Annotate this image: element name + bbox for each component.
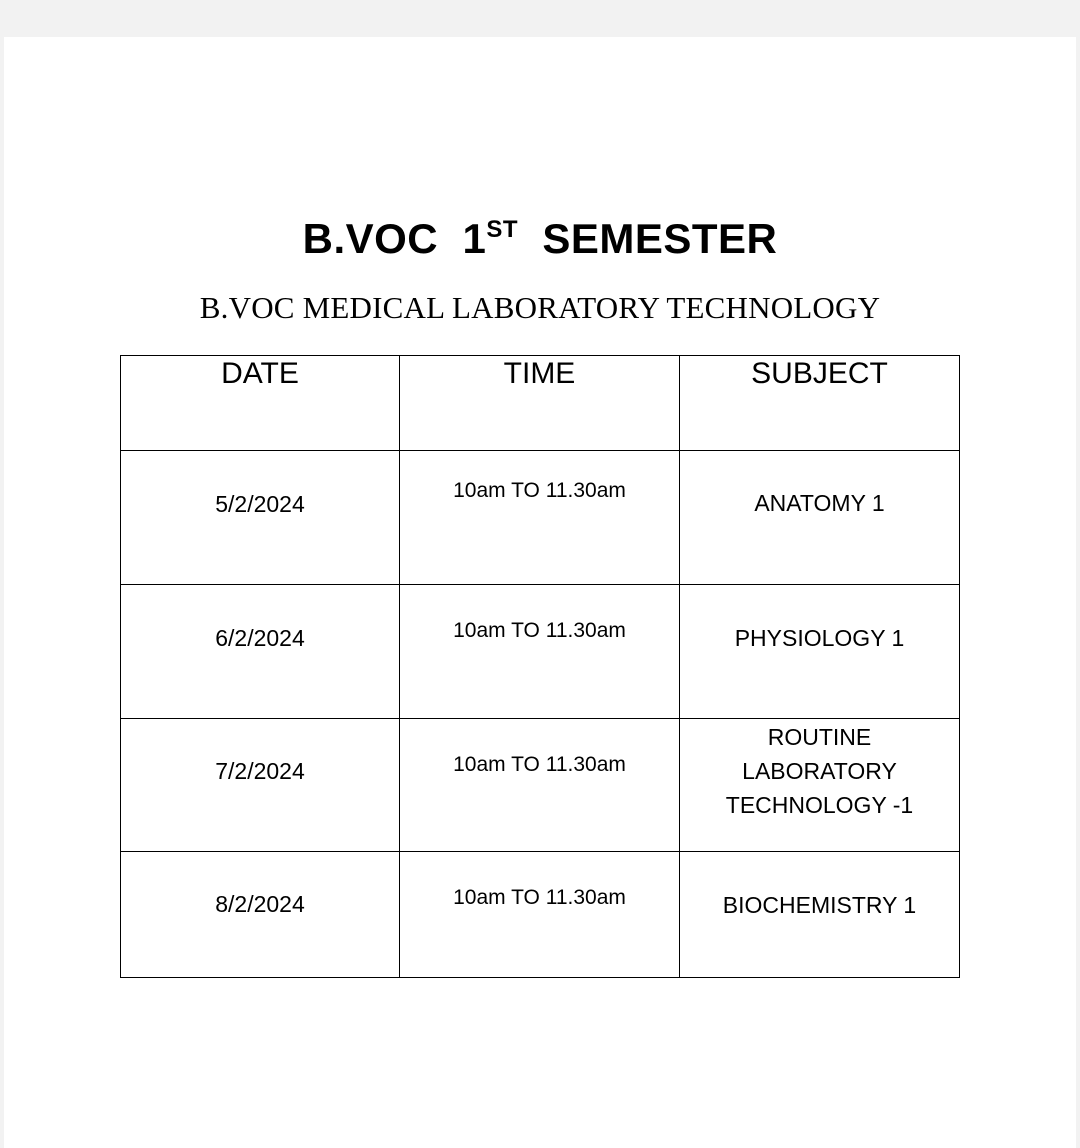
time-cell bbox=[400, 451, 680, 585]
document-subtitle: B.VOC MEDICAL LABORATORY TECHNOLOGY bbox=[199, 290, 881, 325]
subject-cell bbox=[680, 451, 960, 585]
title-text-part-1: B.VOC 1 bbox=[302, 215, 487, 262]
date-value: 8/2/2024 bbox=[215, 891, 305, 917]
subject-value: ROUTINE LABORATORY TECHNOLOGY -1 bbox=[725, 724, 914, 818]
title-superscript: ST bbox=[486, 216, 518, 243]
header-subject: SUBJECT bbox=[680, 356, 960, 451]
time-cell bbox=[400, 719, 680, 852]
table-row bbox=[121, 451, 960, 585]
table-row bbox=[121, 719, 960, 852]
subject-value: ANATOMY 1 bbox=[754, 490, 885, 516]
date-cell bbox=[121, 852, 400, 978]
time-value: 10am TO 11.30am bbox=[453, 479, 626, 502]
exam-schedule-table bbox=[120, 355, 960, 978]
subject-value: PHYSIOLOGY 1 bbox=[734, 625, 905, 651]
subject-cell bbox=[680, 585, 960, 719]
time-cell bbox=[400, 585, 680, 719]
time-cell bbox=[400, 852, 680, 978]
subject-cell bbox=[680, 719, 960, 852]
table-row bbox=[121, 852, 960, 978]
date-cell bbox=[121, 585, 400, 719]
date-value: 6/2/2024 bbox=[215, 625, 305, 651]
time-value: 10am TO 11.30am bbox=[453, 619, 626, 642]
date-cell bbox=[121, 719, 400, 852]
subject-cell bbox=[680, 852, 960, 978]
date-value: 5/2/2024 bbox=[215, 491, 305, 517]
time-value: 10am TO 11.30am bbox=[453, 886, 626, 909]
table-row bbox=[121, 585, 960, 719]
date-value: 7/2/2024 bbox=[215, 758, 305, 784]
header-time: TIME bbox=[400, 356, 680, 451]
table-header-row bbox=[121, 356, 960, 451]
date-cell bbox=[121, 451, 400, 585]
title-text-part-2: SEMESTER bbox=[518, 215, 778, 262]
subject-value: BIOCHEMISTRY 1 bbox=[722, 892, 917, 918]
time-value: 10am TO 11.30am bbox=[453, 753, 626, 776]
document-title bbox=[0, 213, 1080, 272]
header-date: DATE bbox=[121, 356, 400, 451]
